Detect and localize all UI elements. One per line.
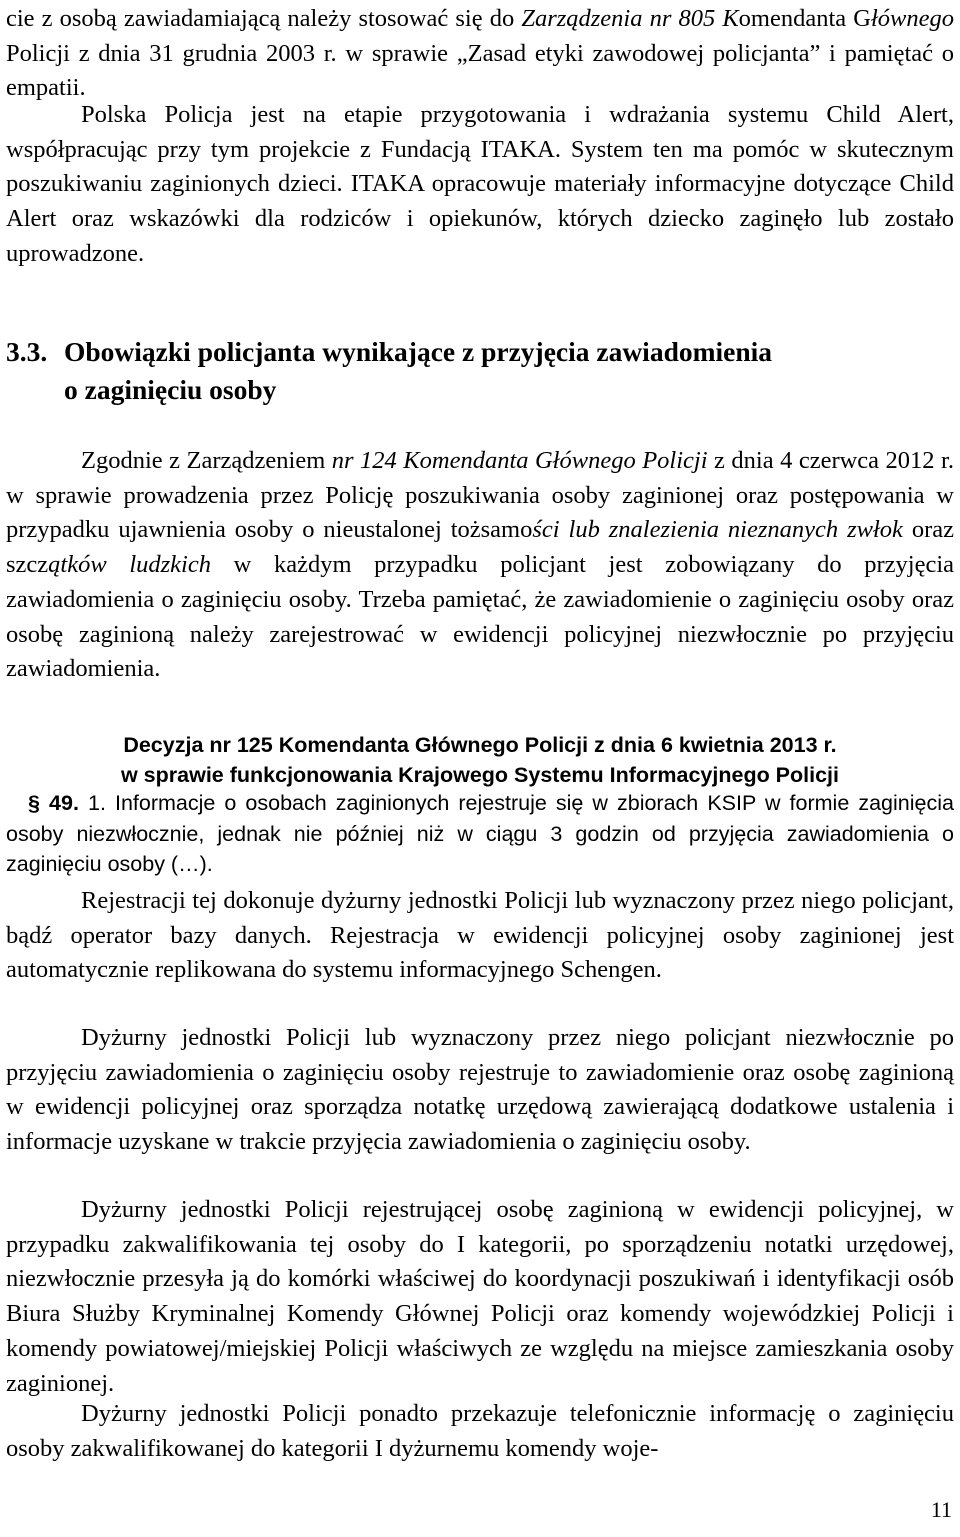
body-paragraph-3: Dyżurny jednostki Policji rejestrującej osobę zaginioną w ewidencji policyjnej, w przypadku zakwalifikowania tej osoby do I kategorii, po sporządzeniu notatki urzędowej, niezwłocznie przesyła ją do komórki właściwej do koordynacji poszukiwań i identyfikacji osób Biura Służby Kryminalnej Komendy Głównej Policji oraz komendy wojewódzkiej Policji i komendy powiatowej/miejskiej Policji właściwych ze względu na miejsce zamieszkania osoby zaginionej.: [6, 1196, 954, 1397]
section-text: w każdym przypadku policjant jest zobowiązany do przyjęcia zawiadomienia o zaginięciu osoby. Trzeba pamiętać, że zawiadomienie o zaginięciu osoby oraz osobę zaginioną należy zarejestrować w ewidencji policyjnej niezwłocznie po przyjęciu zawiadomienia.: [6, 551, 955, 683]
body-paragraph-1: Rejestracji tej dokonuje dyżurny jednostki Policji lub wyznaczony przez niego policjant, bądź operator bazy danych. Rejestracja w ewidencji policyjnej osoby zaginionej jest automatycznie replikowana do systemu informacyjnego Schengen.: [6, 887, 954, 984]
section-text-italic: ści lub znalezienia nieznanych zwłok: [532, 516, 903, 544]
decision-paragraph: [6, 788, 954, 880]
intro-text: Policji z dnia 31 grudnia 2003 r. w sprawie „Zasad etyki zawodowej policjanta” i pamiętać o empatii.: [6, 39, 954, 102]
section-text-italic: ątków ludzkich: [48, 551, 211, 579]
regulation-reference: nr 124 Komendanta Głównego Policji: [331, 447, 708, 474]
paragraph-number: 49.: [49, 791, 79, 815]
body-paragraph-4: Dyżurny jednostki Policji ponadto przekazuje telefonicznie informację o zaginięciu osoby zakwalifikowanej do kategorii I dyżurnemu komendy woje-: [6, 1400, 954, 1462]
regulation-reference: łównego: [870, 5, 954, 32]
point-number: 1.: [87, 791, 106, 815]
intro-text: cie z osobą zawiadamiającą należy stosować się do: [6, 5, 522, 32]
section-number: 3.3.: [6, 336, 48, 367]
section-text: z dnia 4 czerwca 2012 r. w sprawie prowadzenia przez Policję poszukiwania osoby zaginionej oraz postępowania w przypadku ujawnienia osoby o nieustalonej tożsamo: [6, 447, 954, 544]
section-title-line-1: Obowiązki policjanta wynikające z przyjęcia zawiadomienia: [64, 336, 773, 367]
decision-title-line-1: Decyzja nr 125 Komendanta Głównego Policji z dnia 6 kwietnia 2013 r.: [123, 733, 837, 757]
decision-text: Informacje o osobach zaginionych rejestruje się w zbiorach KSIP w formie zaginięcia osoby niezwłocznie, jednak nie później niż w ciągu 3 godzin od przyjęcia zawiadomienia o zaginięciu osoby (…).: [6, 791, 954, 876]
regulation-reference: Zarządzenia nr 805 K: [521, 5, 739, 32]
intro-paragraph-2: Polska Policja jest na etapie przygotowania i wdrażania systemu Child Alert, współpracując przy tym projekcie z Fundacją ITAKA. System ten ma pomóc w skutecznym poszukiwaniu zaginionych dzieci. ITAKA opracowuje materiały informacyjne dotyczące Child Alert oraz wskazówki dla rodziców i opiekunów, których dziecko zaginęło lub zostało uprowadzone.: [6, 101, 954, 267]
intro-text: omendanta G: [738, 5, 871, 32]
intro-paragraph-1: [6, 2, 954, 106]
section-title-line-2: o zaginięciu osoby: [64, 374, 277, 405]
section-paragraph: [6, 444, 954, 687]
page-number: 11: [930, 1497, 952, 1522]
paragraph-symbol: §: [28, 791, 40, 815]
section-heading: [6, 333, 954, 409]
section-text: oraz szcz: [6, 516, 954, 579]
decision-title-line-2: w sprawie funkcjonowania Krajowego Systemu Informacyjnego Policji: [120, 763, 840, 787]
section-text: Zgodnie z Zarządzeniem: [81, 447, 332, 474]
body-paragraph-2: Dyżurny jednostki Policji lub wyznaczony przez niego policjant niezwłocznie po przyjęciu zawiadomienia o zaginięciu osoby rejestruje to zawiadomienie oraz osobę zaginioną w ewidencji policyjnej oraz sporządza notatkę urzędową zawierającą dodatkowe ustalenia i informacje uzyskane w trakcie przyjęcia zawiadomienia o zaginięciu osoby.: [6, 1024, 954, 1156]
